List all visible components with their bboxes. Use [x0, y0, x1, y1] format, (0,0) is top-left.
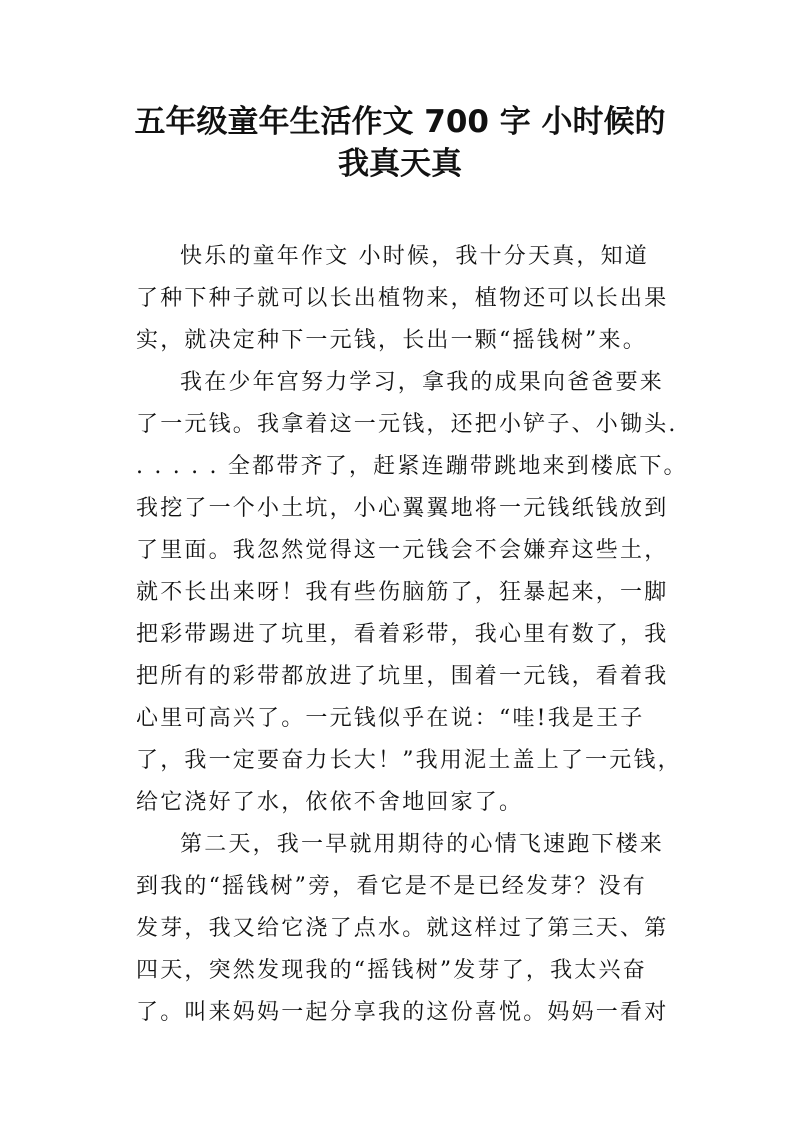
- paragraph-1-line-1: 快乐的童年作文 小时候，我十分天真，知道: [180, 244, 649, 269]
- paragraph-2-line-8: 把所有的彩带都放进了坑里，围着一元钱，看着我: [136, 664, 669, 689]
- paragraph-2-line-5: 了里面。我忽然觉得这一元钱会不会嫌弃这些土，: [136, 538, 669, 563]
- paragraph-2-line-9: 心里可高兴了。一元钱似乎在说：“哇!我是王子: [136, 706, 645, 731]
- paragraph-2-line-3: . . . . . 全都带齐了，赶紧连蹦带跳地来到楼底下。: [136, 454, 688, 479]
- paragraph-1-line-2: 了种下种子就可以长出植物来，植物还可以长出果: [136, 286, 669, 311]
- paragraph-3-line-3: 发芽，我又给它浇了点水。就这样过了第三天、第: [136, 916, 669, 941]
- page-title-line-2: 我真天真: [338, 146, 462, 182]
- paragraph-3-line-5: 了。叫来妈妈一起分享我的这份喜悦。妈妈一看对: [136, 1000, 669, 1025]
- paragraph-3-line-4: 四天，突然发现我的“摇钱树”发芽了，我太兴奋: [136, 958, 647, 983]
- paragraph-1-line-3: 实，就决定种下一元钱，长出一颗“摇钱树”来。: [136, 328, 647, 353]
- paragraph-2-line-6: 就不长出来呀！我有些伤脑筋了，狂暴起来，一脚: [136, 580, 669, 605]
- paragraph-3-line-2: 到我的“摇钱树”旁，看它是不是已经发芽？没有: [136, 874, 647, 899]
- page-title-line-1: 五年级童年生活作文 700 字 小时候的: [134, 104, 666, 140]
- paragraph-2-line-4: 我挖了一个小土坑，小心翼翼地将一元钱纸钱放到: [136, 496, 669, 521]
- paragraph-2-line-7: 把彩带踢进了坑里，看着彩带，我心里有数了，我: [136, 622, 669, 647]
- paragraph-3-line-1: 第二天，我一早就用期待的心情飞速跑下楼来: [180, 832, 665, 857]
- paragraph-2-line-11: 给它浇好了水，依依不舍地回家了。: [136, 790, 524, 815]
- paragraph-2-line-10: 了，我一定要奋力长大！”我用泥土盖上了一元钱，: [136, 748, 682, 773]
- paragraph-2-line-1: 我在少年宫努力学习，拿我的成果向爸爸要来: [180, 370, 665, 395]
- paragraph-2-line-2: 了一元钱。我拿着这一元钱，还把小铲子、小锄头.: [136, 412, 678, 437]
